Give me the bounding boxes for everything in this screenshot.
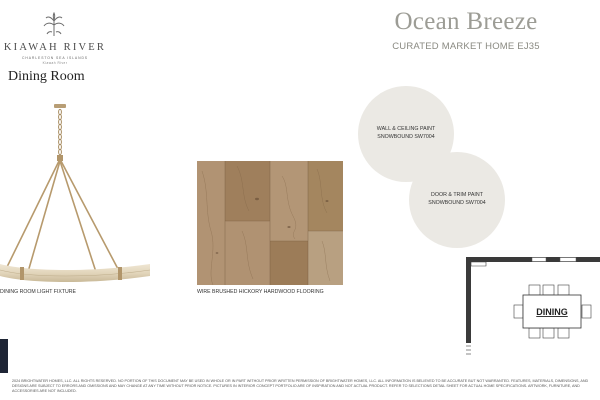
room-title: Dining Room (8, 69, 85, 84)
dining-floor-plan (462, 252, 600, 360)
page-title: Ocean Breeze (394, 8, 538, 35)
paint-label: DOOR & TRIM PAINT (431, 192, 483, 198)
legal-disclaimer: 2024 BRIGHTWATER HOMES, LLC. ALL RIGHTS RESERVED. NO PORTION OF THIS DOCUMENT MAY BE USED IN WHOLE OR IN PART WITHOUT PRIOR WRITTEN PERMISSION OF BRIGHTWATER HOMES, LLC. ALL INFORMATION IS BELIEVED TO BE ACCURATE BUT NOT WARRANTED. FEATURES, MATERIALS, DIMENSIONS, AND DESIGNS ARE SUBJECT TO ERRORS AND OMISSIONS AND MAY CHANGE AT ANY TIME WITHOUT PRIOR NOTICE. PICTURES IN INTERIOR CONCEPT PORTFOLIO ARE OF INSPIRATION AND NOT ACTUAL PRODUCT. REFER TO SELECTIONS DETAIL SHEET FOR ACTUAL HOME SPECIFICATIONS. ARTWORK, FURNITURE, AND ACCESSORIES ARE NOT INCLUDED. (12, 379, 589, 394)
plan-room-label: DINING (536, 307, 568, 317)
page-edge-tab (0, 339, 8, 373)
brand-name: KIAWAH RIVER (3, 42, 107, 53)
door-trim-paint-swatch (409, 152, 505, 248)
brand-tagline: CHARLESTON SEA ISLANDS (22, 56, 88, 60)
hickory-flooring-swatch (197, 161, 343, 285)
page-subtitle: CURATED MARKET HOME EJ35 (392, 41, 540, 52)
kiawah-river-logo-icon (41, 12, 67, 38)
paint-label: WALL & CEILING PAINT (376, 126, 436, 132)
flooring-caption: WIRE BRUSHED HICKORY HARDWOOD FLOORING (197, 289, 324, 295)
brand-subline: Kiawah River (42, 61, 68, 65)
paint-color-name: SNOWBOUND SW7004 (377, 134, 435, 140)
light-fixture-caption: DINING ROOM LIGHT FIXTURE (0, 289, 76, 295)
dining-light-fixture-image (0, 104, 150, 290)
paint-color-name: SNOWBOUND SW7004 (428, 200, 486, 206)
